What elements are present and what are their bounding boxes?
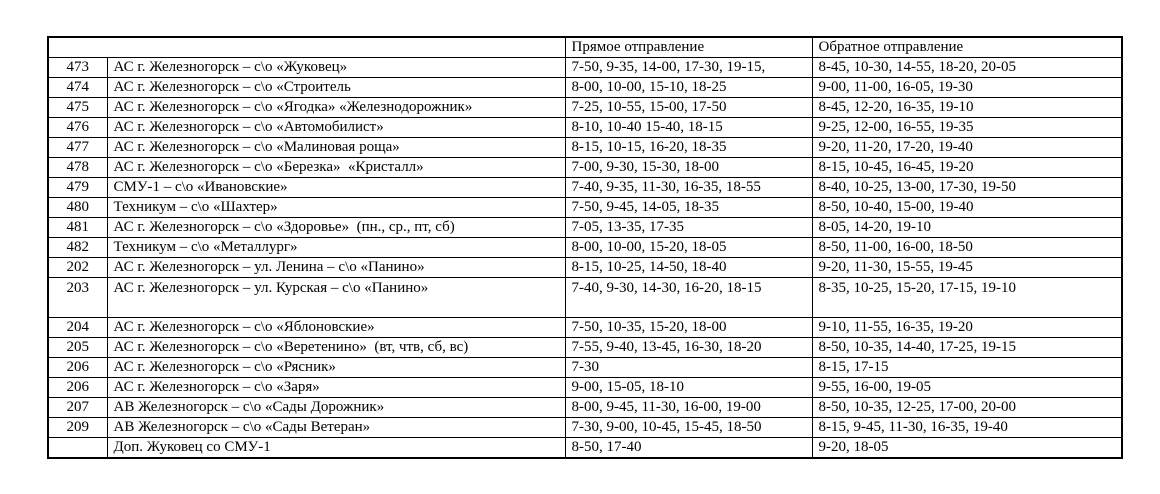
table-row xyxy=(48,358,1122,378)
route-name-cell: АС г. Железногорск – с\о «Заря» xyxy=(107,378,565,398)
route-name-cell: Доп. Жуковец со СМУ-1 xyxy=(107,438,565,459)
return-times-cell: 9-00, 11-00, 16-05, 19-30 xyxy=(812,78,1122,98)
route-name-cell: АС г. Железногорск – с\о «Жуковец» xyxy=(107,58,565,78)
route-number-cell: 482 xyxy=(48,238,107,258)
return-times-cell: 9-25, 12-00, 16-55, 19-35 xyxy=(812,118,1122,138)
route-number-cell: 474 xyxy=(48,78,107,98)
return-times-cell: 9-55, 16-00, 19-05 xyxy=(812,378,1122,398)
route-name-cell: АС г. Железногорск – с\о «Строитель xyxy=(107,78,565,98)
return-times-cell: 8-50, 10-35, 12-25, 17-00, 20-00 xyxy=(812,398,1122,418)
route-name-cell: Техникум – с\о «Шахтер» xyxy=(107,198,565,218)
table-row xyxy=(48,158,1122,178)
route-name-cell: АС г. Железногорск – ул. Ленина – с\о «Панино» xyxy=(107,258,565,278)
route-number-cell: 203 xyxy=(48,278,107,318)
route-number-cell: 206 xyxy=(48,358,107,378)
return-times-cell: 9-20, 11-20, 17-20, 19-40 xyxy=(812,138,1122,158)
table-row xyxy=(48,278,1122,318)
table-row xyxy=(48,178,1122,198)
direct-times-cell: 8-15, 10-25, 14-50, 18-40 xyxy=(565,258,812,278)
table-row xyxy=(48,338,1122,358)
route-number-cell: 207 xyxy=(48,398,107,418)
return-times-cell: 9-20, 11-30, 15-55, 19-45 xyxy=(812,258,1122,278)
route-number-cell: 202 xyxy=(48,258,107,278)
table-row xyxy=(48,378,1122,398)
return-times-cell: 8-50, 10-40, 15-00, 19-40 xyxy=(812,198,1122,218)
route-number-cell: 206 xyxy=(48,378,107,398)
table-row xyxy=(48,118,1122,138)
return-times-cell: 8-15, 10-45, 16-45, 19-20 xyxy=(812,158,1122,178)
return-times-cell: 8-50, 11-00, 16-00, 18-50 xyxy=(812,238,1122,258)
direct-times-cell: 7-05, 13-35, 17-35 xyxy=(565,218,812,238)
route-number-cell: 473 xyxy=(48,58,107,78)
route-name-cell: АВ Железногорск – с\о «Сады Ветеран» xyxy=(107,418,565,438)
route-name-cell: АС г. Железногорск – с\о «Рясник» xyxy=(107,358,565,378)
return-times-cell: 8-15, 9-45, 11-30, 16-35, 19-40 xyxy=(812,418,1122,438)
route-name-cell: АС г. Железногорск – ул. Курская – с\о «Панино» xyxy=(107,278,565,318)
return-times-cell: 8-05, 14-20, 19-10 xyxy=(812,218,1122,238)
direct-times-cell: 7-55, 9-40, 13-45, 16-30, 18-20 xyxy=(565,338,812,358)
direct-times-cell: 7-25, 10-55, 15-00, 17-50 xyxy=(565,98,812,118)
direct-times-cell: 7-50, 9-35, 14-00, 17-30, 19-15, xyxy=(565,58,812,78)
direct-times-cell: 7-40, 9-35, 11-30, 16-35, 18-55 xyxy=(565,178,812,198)
table-row xyxy=(48,218,1122,238)
route-number-cell: 479 xyxy=(48,178,107,198)
direct-times-cell: 8-00, 9-45, 11-30, 16-00, 19-00 xyxy=(565,398,812,418)
header-row xyxy=(48,37,1122,58)
route-number-cell: 477 xyxy=(48,138,107,158)
return-times-cell: 9-20, 18-05 xyxy=(812,438,1122,459)
table-row xyxy=(48,418,1122,438)
route-number-cell: 478 xyxy=(48,158,107,178)
return-times-cell: 8-45, 10-30, 14-55, 18-20, 20-05 xyxy=(812,58,1122,78)
return-times-cell: 8-15, 17-15 xyxy=(812,358,1122,378)
route-name-cell: АС г. Железногорск – с\о «Автомобилист» xyxy=(107,118,565,138)
table-row xyxy=(48,398,1122,418)
header-empty-cell xyxy=(48,37,565,58)
route-name-cell: АС г. Железногорск – с\о «Березка» «Кристалл» xyxy=(107,158,565,178)
route-number-cell: 480 xyxy=(48,198,107,218)
route-name-cell: СМУ-1 – с\о «Ивановские» xyxy=(107,178,565,198)
direct-times-cell: 8-00, 10-00, 15-10, 18-25 xyxy=(565,78,812,98)
table-row xyxy=(48,138,1122,158)
route-number-cell: 204 xyxy=(48,318,107,338)
direct-times-cell: 8-10, 10-40 15-40, 18-15 xyxy=(565,118,812,138)
route-name-cell: АС г. Железногорск – с\о «Здоровье» (пн., ср., пт, сб) xyxy=(107,218,565,238)
table-row xyxy=(48,438,1122,459)
return-times-cell: 8-35, 10-25, 15-20, 17-15, 19-10 xyxy=(812,278,1122,318)
direct-times-cell: 9-00, 15-05, 18-10 xyxy=(565,378,812,398)
route-number-cell xyxy=(48,438,107,459)
table-row xyxy=(48,98,1122,118)
route-number-cell: 205 xyxy=(48,338,107,358)
return-times-cell: 8-40, 10-25, 13-00, 17-30, 19-50 xyxy=(812,178,1122,198)
return-times-cell: 9-10, 11-55, 16-35, 19-20 xyxy=(812,318,1122,338)
return-times-cell: 8-45, 12-20, 16-35, 19-10 xyxy=(812,98,1122,118)
direct-times-cell: 7-50, 10-35, 15-20, 18-00 xyxy=(565,318,812,338)
table-row xyxy=(48,318,1122,338)
route-name-cell: АС г. Железногорск – с\о «Ягодка» «Железнодорожник» xyxy=(107,98,565,118)
bus-schedule-table xyxy=(47,36,1123,459)
direct-times-cell: 8-15, 10-15, 16-20, 18-35 xyxy=(565,138,812,158)
table-row xyxy=(48,58,1122,78)
direct-times-cell: 8-50, 17-40 xyxy=(565,438,812,459)
route-number-cell: 481 xyxy=(48,218,107,238)
route-name-cell: АС г. Железногорск – с\о «Малиновая роща» xyxy=(107,138,565,158)
direct-times-cell: 7-40, 9-30, 14-30, 16-20, 18-15 xyxy=(565,278,812,318)
return-times-cell: 8-50, 10-35, 14-40, 17-25, 19-15 xyxy=(812,338,1122,358)
table-row xyxy=(48,258,1122,278)
route-name-cell: АС г. Железногорск – с\о «Яблоновские» xyxy=(107,318,565,338)
table-row xyxy=(48,198,1122,218)
direct-times-cell: 7-30 xyxy=(565,358,812,378)
route-number-cell: 476 xyxy=(48,118,107,138)
table-row xyxy=(48,238,1122,258)
direct-times-cell: 7-00, 9-30, 15-30, 18-00 xyxy=(565,158,812,178)
direct-times-cell: 7-30, 9-00, 10-45, 15-45, 18-50 xyxy=(565,418,812,438)
header-return-departure: Обратное отправление xyxy=(812,37,1122,58)
table-row xyxy=(48,78,1122,98)
header-direct-departure: Прямое отправление xyxy=(565,37,812,58)
route-name-cell: АВ Железногорск – с\о «Сады Дорожник» xyxy=(107,398,565,418)
route-name-cell: Техникум – с\о «Металлург» xyxy=(107,238,565,258)
direct-times-cell: 7-50, 9-45, 14-05, 18-35 xyxy=(565,198,812,218)
route-number-cell: 209 xyxy=(48,418,107,438)
direct-times-cell: 8-00, 10-00, 15-20, 18-05 xyxy=(565,238,812,258)
route-number-cell: 475 xyxy=(48,98,107,118)
route-name-cell: АС г. Железногорск – с\о «Веретенино» (вт, чтв, сб, вс) xyxy=(107,338,565,358)
